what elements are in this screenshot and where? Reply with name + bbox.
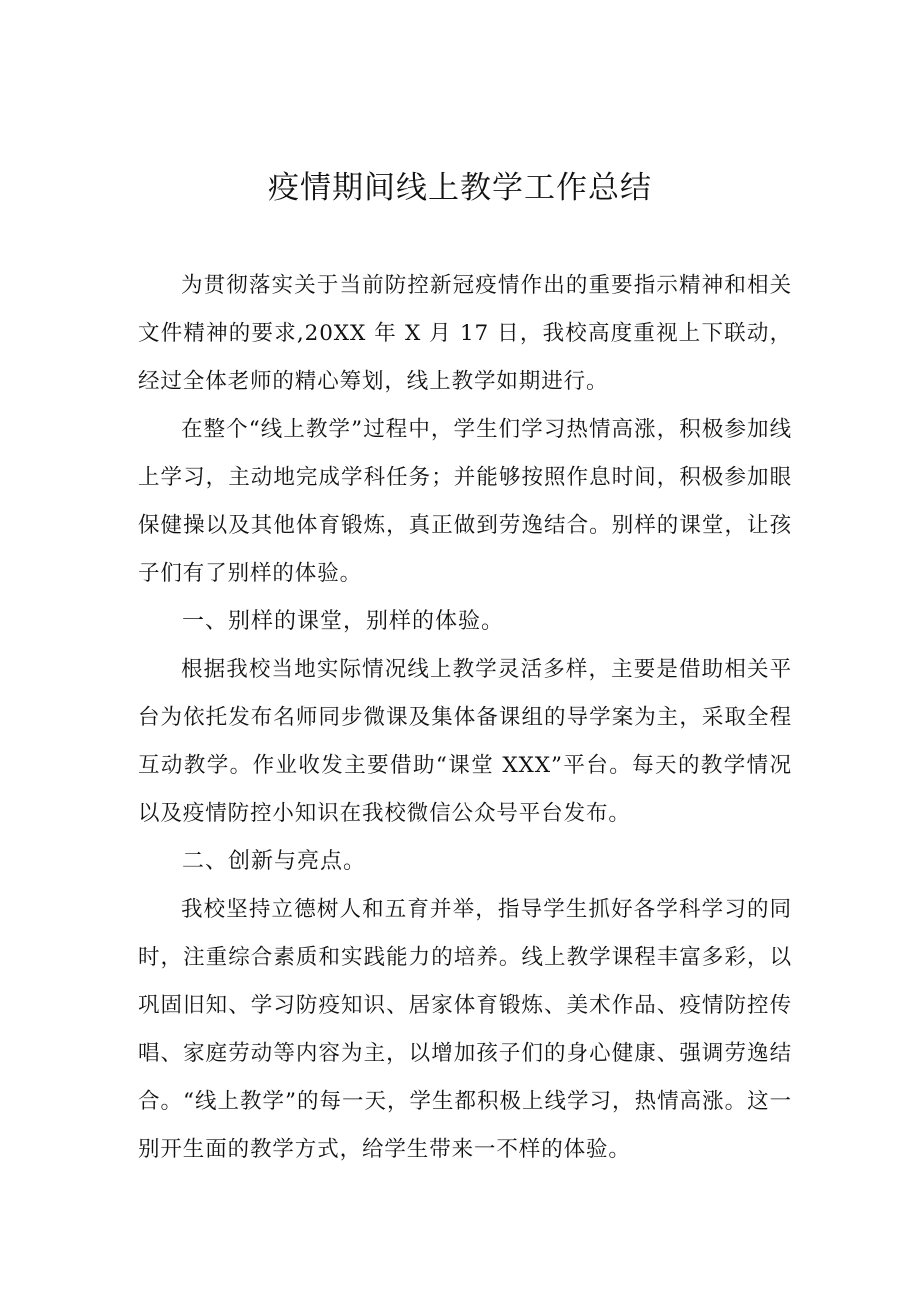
paragraph-teaching-methods: 根据我校当地实际情况线上教学灵活多样，主要是借助相关平台为依托发布名师同步微课及集体备课组的导学案为主，采取全程互动教学。作业收发主要借助“课堂 XXX”平台。每天的教学情况以及疫情防控小知识在我校微信公众号平台发布。: [138, 657, 792, 826]
paragraph-intro: 为贯彻落实关于当前防控新冠疫情作出的重要指示精神和相关文件精神的要求,20XX 年 X 月 17 日，我校高度重视上下联动，经过全体老师的精心筹划，线上教学如期进行。: [138, 273, 792, 394]
section-heading-2: 二、创新与亮点。: [182, 849, 367, 874]
paragraph-online-learning: 在整个“线上教学”过程中，学生们学习热情高涨，积极参加线上学习，主动地完成学科任务；并能够按照作息时间，积极参加眼保健操以及其他体育锻炼，真正做到劳逸结合。别样的课堂，让孩子们有了别样的体验。: [138, 417, 792, 586]
document-title: 疫情期间线上教学工作总结: [268, 170, 652, 206]
paragraph-innovation: 我校坚持立德树人和五育并举，指导学生抓好各学科学习的同时，注重综合素质和实践能力的培养。线上教学课程丰富多彩，以巩固旧知、学习防疫知识、居家体育锻炼、美术作品、疫情防控传唱、家庭劳动等内容为主，以增加孩子们的身心健康、强调劳逸结合。“线上教学”的每一天，学生都积极上线学习，热情高涨。这一别开生面的教学方式，给学生带来一不样的体验。: [138, 897, 792, 1162]
section-heading-1: 一、别样的课堂，别样的体验。: [182, 609, 505, 634]
document-body: [138, 262, 792, 1174]
